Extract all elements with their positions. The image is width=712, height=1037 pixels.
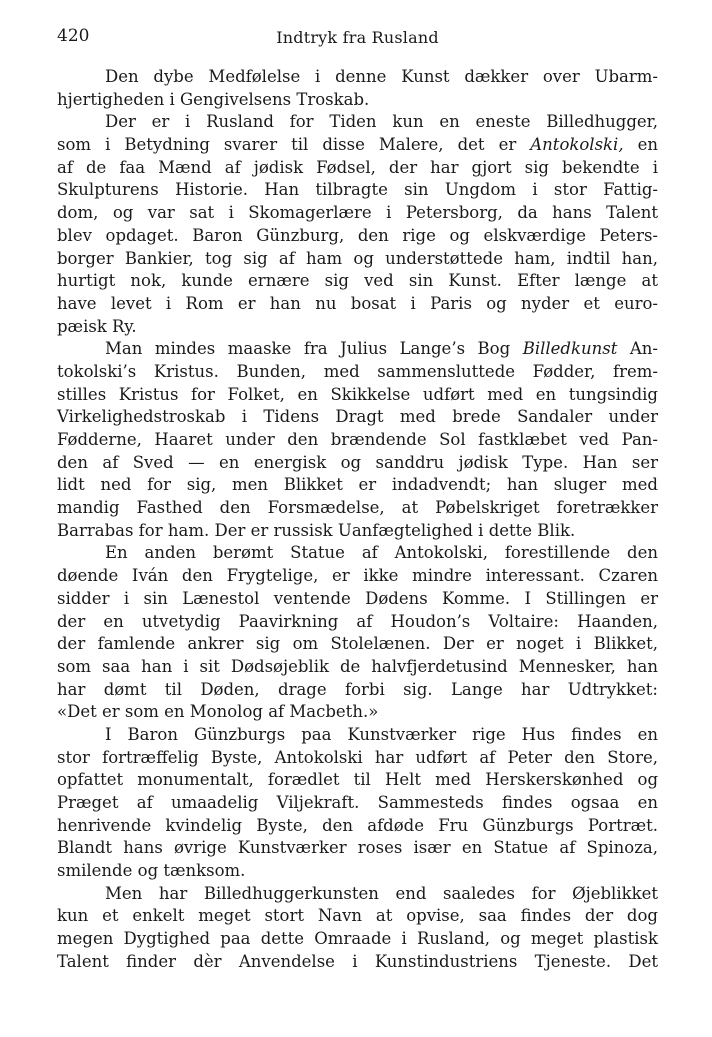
line-text: I Baron Günzburgs paa Kunstværker rige Hus findes en bbox=[105, 724, 658, 744]
line-text: henrivende kvindelig Byste, den afdøde Fru Günzburgs Portræt. bbox=[57, 815, 658, 835]
line-text: hjertigheden i Gengivelsens Troskab. bbox=[57, 89, 370, 109]
text-line bbox=[57, 474, 658, 497]
line-text: have levet i Rom er han nu bosat i Paris og nyder et euro- bbox=[57, 293, 658, 313]
body-text bbox=[57, 66, 658, 974]
line-text: Den dybe Medfølelse i denne Kunst dækker over Ubarm- bbox=[105, 67, 658, 86]
text-line bbox=[57, 406, 658, 429]
line-text: opfattet monumentalt, forædlet til Helt med Herskerskønhed og bbox=[57, 770, 658, 790]
text-line bbox=[57, 316, 658, 339]
text-line bbox=[57, 860, 658, 883]
line-text-after: en bbox=[623, 135, 658, 155]
text-line bbox=[57, 248, 658, 271]
line-text: blev opdaget. Baron Günzburg, den rige og elskværdige Peters- bbox=[57, 225, 658, 245]
line-text: Der er i Rusland for Tiden kun en eneste Billedhugger, bbox=[105, 112, 658, 132]
text-line bbox=[57, 384, 658, 407]
line-text: Virkelighedstroskab i Tidens Dragt med brede Sandaler under bbox=[57, 407, 658, 427]
line-text: megen Dygtighed paa dette Omraade i Rusland, og meget plastisk bbox=[57, 929, 658, 949]
line-text: som saa han i sit Dødsøjeblik de halvfjerdetusind Mennesker, han bbox=[57, 656, 658, 676]
line-text: Man mindes maaske fra Julius Lange’s Bog bbox=[105, 339, 523, 359]
text-line bbox=[57, 157, 658, 180]
line-text-after: An- bbox=[617, 339, 658, 359]
text-line bbox=[57, 633, 658, 656]
line-text: hurtigt nok, kunde ernære sig ved sin Kunst. Efter længe at bbox=[57, 271, 658, 291]
text-line bbox=[57, 89, 658, 112]
line-text: «Det er som en Monolog af Macbeth.» bbox=[57, 702, 379, 722]
line-text: Barrabas for ham. Der er russisk Uanfægtelighed i dette Blik. bbox=[57, 520, 576, 540]
line-text: som i Betydning svarer til disse Malere, det er bbox=[57, 135, 531, 155]
text-line bbox=[57, 883, 658, 906]
text-line bbox=[57, 293, 658, 316]
text-line bbox=[57, 611, 658, 634]
text-line bbox=[57, 769, 658, 792]
line-text: der en utvetydig Paavirkning af Houdon’s Voltaire: Haanden, bbox=[57, 611, 658, 631]
italic-term: Antokolski, bbox=[530, 135, 624, 155]
text-line bbox=[57, 837, 658, 860]
line-text: der famlende ankrer sig om Stolelænen. Der er noget i Blikket, bbox=[57, 634, 658, 654]
line-text: smilende og tænksom. bbox=[57, 861, 246, 881]
text-line bbox=[57, 270, 658, 293]
line-text: døende Iván den Frygtelige, er ikke mindre interessant. Czaren bbox=[57, 566, 658, 586]
text-line bbox=[57, 588, 658, 611]
line-text: har dømt til Døden, drage forbi sig. Lange har Udtrykket: bbox=[57, 679, 658, 699]
line-text: den af Sved — en energisk og sanddru jødisk Type. Han ser bbox=[57, 452, 658, 472]
line-text: Skulpturens Historie. Han tilbragte sin Ungdom i stor Fattig- bbox=[57, 180, 658, 200]
text-line bbox=[57, 338, 658, 361]
text-line bbox=[57, 951, 658, 974]
line-text: pæisk Ry. bbox=[57, 316, 137, 336]
line-text: dom, og var sat i Skomagerlære i Petersborg, da hans Talent bbox=[57, 203, 658, 223]
text-line bbox=[57, 747, 658, 770]
text-line bbox=[57, 179, 658, 202]
line-text: stilles Kristus for Folket, en Skikkelse udført med en tungsindig bbox=[57, 384, 658, 404]
text-line bbox=[57, 542, 658, 565]
line-text: af de faa Mænd af jødisk Fødsel, der har gjort sig bekendte i bbox=[57, 157, 658, 177]
line-text: tokolski’s Kristus. Bunden, med sammensluttede Fødder, frem- bbox=[57, 361, 658, 381]
line-text: En anden berømt Statue af Antokolski, forestillende den bbox=[105, 543, 658, 563]
line-text: kun et enkelt meget stort Navn at opvise, saa findes der dog bbox=[57, 906, 658, 926]
page-number: 420 bbox=[57, 26, 90, 46]
text-line bbox=[57, 361, 658, 384]
line-text: Men har Billedhuggerkunsten end saaledes for Øjeblikket bbox=[105, 883, 658, 903]
line-text: Talent finder dèr Anvendelse i Kunstindustriens Tjeneste. Det bbox=[57, 951, 658, 971]
text-line bbox=[57, 520, 658, 543]
text-line bbox=[57, 656, 658, 679]
line-text: stor fortræffelig Byste, Antokolski har udført af Peter den Store, bbox=[57, 747, 658, 767]
running-title: Indtryk fra Rusland bbox=[276, 28, 439, 47]
line-text: lidt ned for sig, men Blikket er indadvendt; han sluger med bbox=[57, 475, 658, 495]
text-line bbox=[57, 724, 658, 747]
text-line bbox=[57, 111, 658, 134]
text-line bbox=[57, 679, 658, 702]
line-text: Blandt hans øvrige Kunstværker roses især en Statue af Spinoza, bbox=[57, 838, 658, 858]
line-text: sidder i sin Lænestol ventende Dødens Komme. I Stillingen er bbox=[57, 588, 658, 608]
text-line bbox=[57, 429, 658, 452]
line-text: Fødderne, Haaret under den brændende Sol fastklæbet ved Pan- bbox=[57, 430, 658, 449]
text-line bbox=[57, 497, 658, 520]
text-line bbox=[57, 134, 658, 157]
text-line bbox=[57, 928, 658, 951]
text-line bbox=[57, 905, 658, 928]
text-line bbox=[57, 701, 658, 724]
page-header bbox=[57, 26, 658, 50]
text-line bbox=[57, 202, 658, 225]
text-line bbox=[57, 225, 658, 248]
text-line bbox=[57, 565, 658, 588]
text-line bbox=[57, 452, 658, 475]
line-text: borger Bankier, tog sig af ham og understøttede ham, indtil han, bbox=[57, 248, 658, 268]
italic-term: Billedkunst bbox=[522, 339, 618, 359]
line-text: mandig Fasthed den Forsmædelse, at Pøbelskriget foretrækker bbox=[57, 498, 658, 518]
text-line bbox=[57, 792, 658, 815]
text-line bbox=[57, 815, 658, 838]
line-text: Præget af umaadelig Viljekraft. Sammesteds findes ogsaa en bbox=[57, 793, 658, 812]
text-line bbox=[57, 66, 658, 89]
